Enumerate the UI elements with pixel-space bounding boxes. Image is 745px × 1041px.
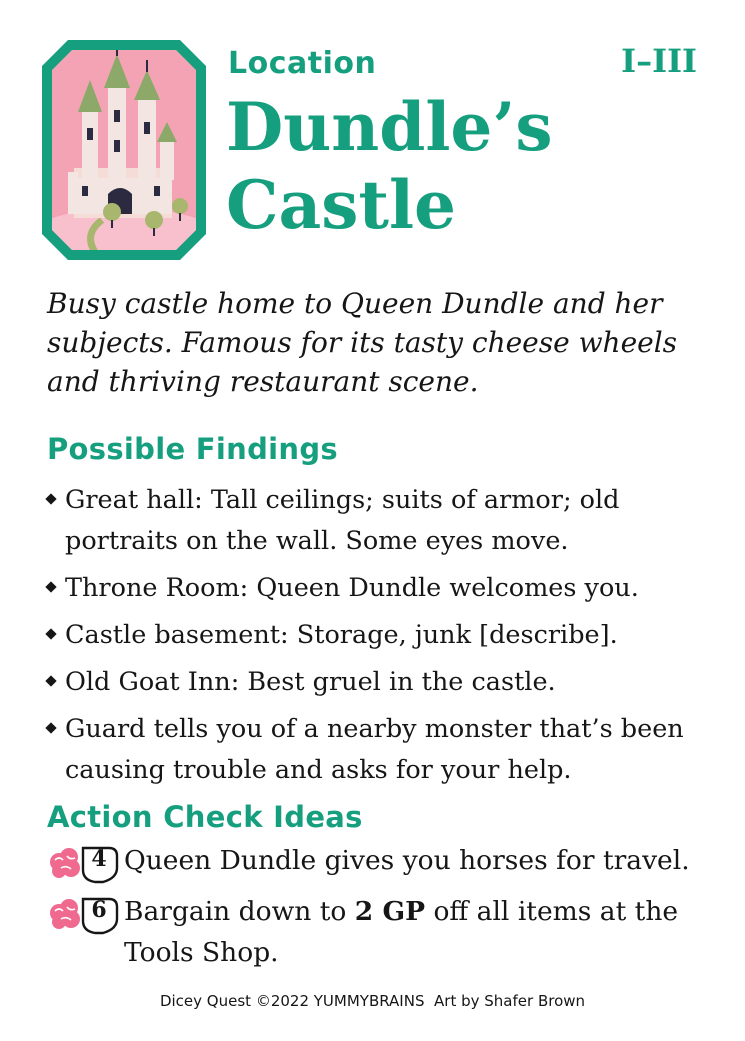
finding-text: Guard tells you of a nearby monster that’s been causing trouble and asks for your help. — [65, 714, 684, 785]
action-check-text-after: off all items at the Tools Shop. — [124, 896, 679, 968]
action-check-text: Queen Dundle gives you horses for travel. — [124, 845, 690, 876]
finding-text: Throne Room: Queen Dundle welcomes you. — [65, 573, 639, 603]
finding-text: Old Goat Inn: Best gruel in the castle. — [65, 667, 556, 697]
action-check-bold: 2 GP — [354, 896, 426, 927]
card-level: I–III — [621, 42, 697, 80]
bullet-icon — [45, 722, 56, 733]
action-check-item — [47, 840, 717, 881]
difficulty-value: 6 — [91, 897, 107, 923]
findings-heading: Possible Findings — [47, 432, 338, 466]
castle-illustration — [42, 40, 206, 260]
action-check-text: Bargain down to — [124, 896, 355, 927]
bullet-icon — [45, 675, 56, 686]
bullet-icon — [45, 581, 56, 592]
footer-copyright: Dicey Quest ©2022 YUMMYBRAINS — [159, 992, 425, 1010]
finding-item — [47, 568, 707, 609]
difficulty-value: 4 — [91, 846, 107, 872]
finding-item — [47, 709, 707, 791]
finding-item — [47, 662, 707, 703]
card-title-line1: Dundle’s — [226, 88, 553, 166]
finding-text: Castle basement: Storage, junk [describe]. — [65, 620, 618, 650]
bullet-icon — [45, 628, 56, 639]
finding-item — [47, 615, 707, 656]
action-checks-heading: Action Check Ideas — [47, 800, 363, 834]
card-title — [226, 88, 706, 244]
findings-list — [47, 480, 707, 797]
footer — [0, 992, 745, 1010]
card-description: Busy castle home to Queen Dundle and her subjects. Famous for its tasty cheese wheels and thriving restaurant scene. — [47, 287, 678, 398]
card-title-line2: Castle — [226, 166, 457, 244]
action-check-item — [47, 891, 717, 973]
finding-text: Great hall: Tall ceilings; suits of armor; old portraits on the wall. Some eyes move. — [65, 485, 620, 556]
bullet-icon — [45, 493, 56, 504]
card-category: Location — [228, 46, 377, 81]
action-checks-list — [47, 840, 717, 983]
finding-item — [47, 480, 707, 562]
footer-credit: Art by Shafer Brown — [434, 992, 586, 1010]
